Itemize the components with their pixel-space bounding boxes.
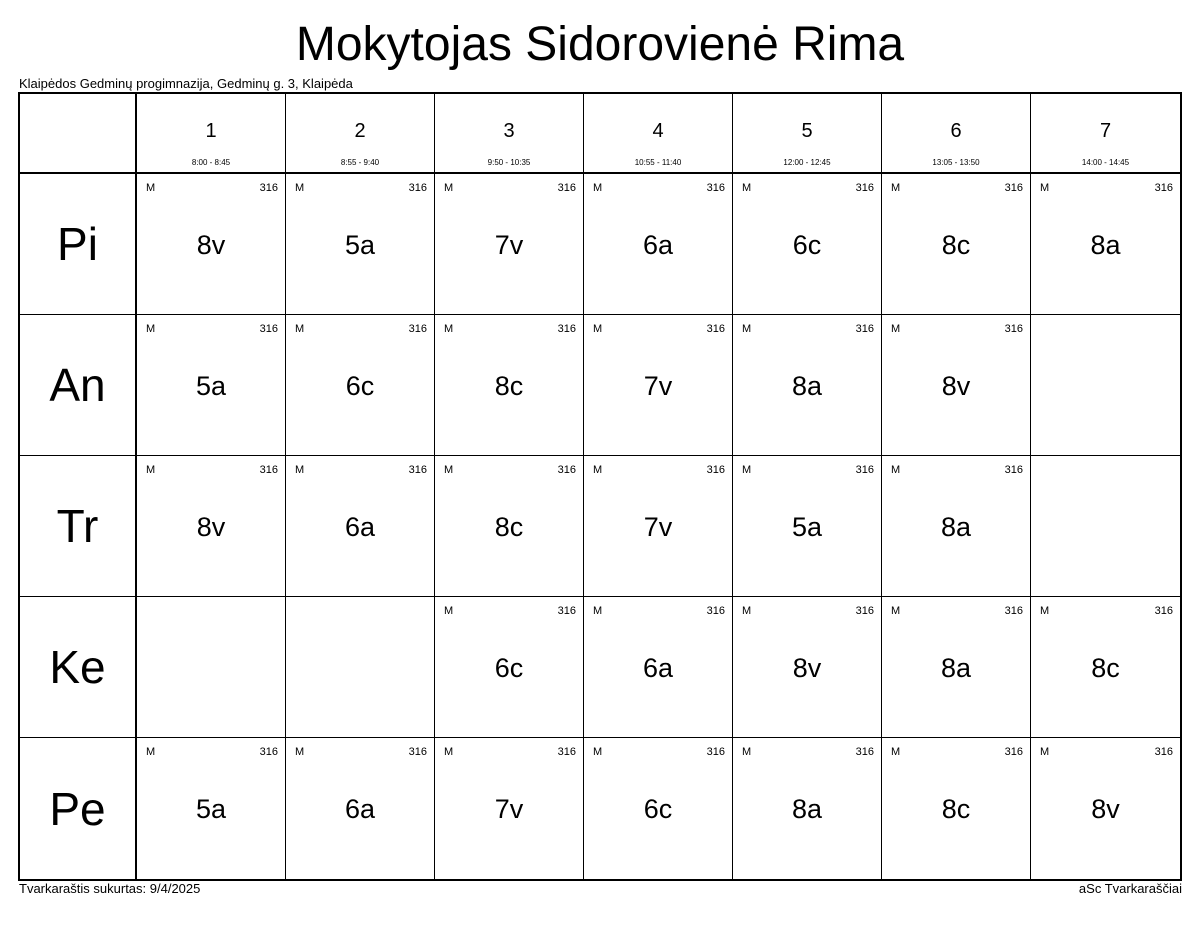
lesson-class: 6c xyxy=(792,230,822,260)
lesson-cell xyxy=(733,738,882,879)
lesson xyxy=(882,315,1030,455)
lesson xyxy=(882,174,1030,314)
lesson-class: 8a xyxy=(940,653,972,683)
lesson-class: 8c xyxy=(1091,653,1120,683)
lesson-class: 7v xyxy=(494,230,524,260)
period-header xyxy=(286,94,435,174)
lesson-cell xyxy=(286,174,435,315)
lesson-class: 6a xyxy=(344,512,376,542)
lesson-class: 8a xyxy=(791,794,823,824)
lesson-room: 316 xyxy=(408,182,427,194)
lesson-subject: M xyxy=(146,182,156,194)
day-label: An xyxy=(20,315,137,456)
lesson-cell xyxy=(882,456,1031,597)
lesson-cell xyxy=(137,315,286,456)
lesson-cell xyxy=(137,738,286,879)
lesson-class: 6c xyxy=(345,371,375,401)
lesson-room: 316 xyxy=(706,746,725,758)
period-time: 13:05 - 13:50 xyxy=(932,158,980,167)
lesson-cell xyxy=(882,174,1031,315)
period-number: 7 xyxy=(1099,120,1112,142)
period-number: 1 xyxy=(205,120,217,142)
lesson-cell xyxy=(1031,738,1180,879)
lesson-room: 316 xyxy=(557,464,576,476)
period-time: 9:50 - 10:35 xyxy=(487,158,531,167)
lesson-room: 316 xyxy=(259,746,278,758)
lesson-subject: M xyxy=(593,323,603,335)
lesson-subject: M xyxy=(146,746,156,758)
lesson-room: 316 xyxy=(557,605,576,617)
period-number: 5 xyxy=(801,120,813,142)
lesson-subject: M xyxy=(146,464,156,476)
lesson xyxy=(584,315,732,455)
lesson-subject: M xyxy=(444,182,454,194)
lesson-class: 6c xyxy=(494,653,524,683)
created-date: Tvarkaraštis sukurtas: 9/4/2025 xyxy=(19,881,201,896)
period-number: 3 xyxy=(503,120,515,142)
lesson-cell xyxy=(137,174,286,315)
lesson-subject: M xyxy=(1040,605,1050,617)
period-time: 8:00 - 8:45 xyxy=(191,158,231,167)
period-header xyxy=(584,94,733,174)
lesson-room: 316 xyxy=(408,323,427,335)
lesson-room: 316 xyxy=(1154,182,1173,194)
lesson-cell xyxy=(435,456,584,597)
lesson-subject: M xyxy=(295,746,305,758)
lesson-room: 316 xyxy=(557,182,576,194)
lesson-room: 316 xyxy=(855,464,874,476)
lesson-room: 316 xyxy=(408,464,427,476)
lesson-cell xyxy=(733,456,882,597)
lesson-cell xyxy=(286,738,435,879)
lesson xyxy=(435,174,583,314)
lesson-room: 316 xyxy=(855,746,874,758)
lesson-cell xyxy=(584,315,733,456)
lesson xyxy=(286,174,434,314)
lesson-room: 316 xyxy=(259,323,278,335)
lesson-room: 316 xyxy=(1004,605,1023,617)
day-label: Pi xyxy=(20,174,137,315)
lesson-room: 316 xyxy=(1004,323,1023,335)
lesson-subject: M xyxy=(295,464,305,476)
lesson-class: 8v xyxy=(196,512,226,542)
lesson-cell xyxy=(882,597,1031,738)
day-label: Ke xyxy=(20,597,137,738)
lesson-cell xyxy=(435,738,584,879)
lesson xyxy=(286,456,434,596)
lesson-cell xyxy=(882,738,1031,879)
lesson xyxy=(733,738,881,879)
lesson xyxy=(137,315,285,455)
empty-cell xyxy=(286,597,435,738)
lesson-class: 8v xyxy=(196,230,226,260)
lesson-class: 5a xyxy=(195,794,227,824)
lesson xyxy=(733,597,881,737)
lesson-class: 6c xyxy=(643,794,673,824)
lesson xyxy=(137,738,285,879)
lesson-subject: M xyxy=(742,464,752,476)
empty-cell xyxy=(137,597,286,738)
lesson-class: 8c xyxy=(941,230,971,260)
empty-cell xyxy=(1031,315,1180,456)
corner-cell xyxy=(20,94,137,174)
lesson xyxy=(584,597,732,737)
lesson-cell xyxy=(435,174,584,315)
period-number: 6 xyxy=(950,120,962,142)
lesson-subject: M xyxy=(444,605,454,617)
period-header xyxy=(733,94,882,174)
lesson-subject: M xyxy=(295,182,305,194)
lesson-class: 6a xyxy=(344,794,376,824)
lesson-room: 316 xyxy=(408,746,427,758)
lesson xyxy=(882,597,1030,737)
school-address: Klaipėdos Gedminų progimnazija, Gedminų g. 3, Klaipėda xyxy=(19,76,353,91)
period-header xyxy=(1031,94,1180,174)
lesson-subject: M xyxy=(593,746,603,758)
lesson-class: 8a xyxy=(940,512,972,542)
lesson-subject: M xyxy=(1040,746,1050,758)
lesson-room: 316 xyxy=(259,182,278,194)
lesson-cell xyxy=(435,597,584,738)
lesson-room: 316 xyxy=(706,464,725,476)
lesson-subject: M xyxy=(146,323,156,335)
lesson-subject: M xyxy=(891,464,901,476)
lesson-class: 5a xyxy=(344,230,376,260)
period-time: 12:00 - 12:45 xyxy=(783,158,831,167)
lesson xyxy=(584,174,732,314)
lesson xyxy=(435,456,583,596)
lesson-cell xyxy=(286,456,435,597)
lesson-room: 316 xyxy=(1004,182,1023,194)
lesson-cell xyxy=(584,174,733,315)
brand-label: aSc Tvarkaraščiai xyxy=(1078,881,1182,896)
period-time: 8:55 - 9:40 xyxy=(340,158,380,167)
lesson-class: 8c xyxy=(494,512,524,542)
lesson-subject: M xyxy=(891,182,901,194)
lesson-cell xyxy=(286,315,435,456)
lesson-cell xyxy=(1031,597,1180,738)
lesson xyxy=(882,738,1030,879)
lesson xyxy=(1031,738,1180,879)
lesson-subject: M xyxy=(742,182,752,194)
lesson-cell xyxy=(584,738,733,879)
lesson-class: 7v xyxy=(494,794,524,824)
lesson-room: 316 xyxy=(557,323,576,335)
lesson-class: 6a xyxy=(642,230,674,260)
lesson-subject: M xyxy=(742,746,752,758)
lesson-room: 316 xyxy=(1154,605,1173,617)
lesson-subject: M xyxy=(593,605,603,617)
lesson-subject: M xyxy=(742,605,752,617)
period-header xyxy=(882,94,1031,174)
lesson-class: 5a xyxy=(791,512,823,542)
lesson xyxy=(137,174,285,314)
lesson-class: 6a xyxy=(642,653,674,683)
lesson-class: 8c xyxy=(494,371,524,401)
lesson-room: 316 xyxy=(706,182,725,194)
period-number: 2 xyxy=(354,120,366,142)
lesson xyxy=(733,315,881,455)
lesson-cell xyxy=(584,456,733,597)
lesson-subject: M xyxy=(742,323,752,335)
lesson xyxy=(733,174,881,314)
lesson-cell xyxy=(137,456,286,597)
lesson-subject: M xyxy=(295,323,305,335)
lesson-class: 8a xyxy=(1090,230,1121,260)
lesson xyxy=(435,597,583,737)
lesson-subject: M xyxy=(444,323,454,335)
lesson-class: 8v xyxy=(1091,794,1120,824)
lesson-room: 316 xyxy=(855,605,874,617)
lesson-subject: M xyxy=(1040,182,1050,194)
timetable-grid xyxy=(18,92,1182,881)
period-number: 4 xyxy=(652,120,664,142)
lesson-cell xyxy=(1031,174,1180,315)
lesson xyxy=(286,738,434,879)
lesson-class: 5a xyxy=(195,371,227,401)
page-title: Mokytojas Sidorovienė Rima xyxy=(295,18,905,71)
lesson xyxy=(137,456,285,596)
period-header xyxy=(435,94,584,174)
lesson-cell xyxy=(733,174,882,315)
period-time: 10:55 - 11:40 xyxy=(634,158,682,167)
period-time: 14:00 - 14:45 xyxy=(1081,158,1130,167)
lesson xyxy=(584,456,732,596)
lesson-room: 316 xyxy=(706,323,725,335)
lesson-subject: M xyxy=(444,464,454,476)
lesson xyxy=(1031,174,1180,314)
lesson xyxy=(435,315,583,455)
lesson-room: 316 xyxy=(855,182,874,194)
lesson-class: 7v xyxy=(643,371,673,401)
lesson-class: 8c xyxy=(941,794,971,824)
lesson-class: 8a xyxy=(791,371,823,401)
lesson-room: 316 xyxy=(1004,746,1023,758)
lesson-subject: M xyxy=(593,464,603,476)
period-header xyxy=(137,94,286,174)
lesson-room: 316 xyxy=(855,323,874,335)
lesson-subject: M xyxy=(593,182,603,194)
lesson-room: 316 xyxy=(1004,464,1023,476)
empty-cell xyxy=(1031,456,1180,597)
lesson xyxy=(286,315,434,455)
lesson-cell xyxy=(733,597,882,738)
lesson-room: 316 xyxy=(557,746,576,758)
lesson-subject: M xyxy=(891,323,901,335)
lesson xyxy=(435,738,583,879)
lesson xyxy=(584,738,732,879)
lesson-room: 316 xyxy=(259,464,278,476)
lesson-cell xyxy=(733,315,882,456)
lesson xyxy=(1031,597,1180,737)
lesson-cell xyxy=(435,315,584,456)
lesson-room: 316 xyxy=(706,605,725,617)
day-label: Pe xyxy=(20,738,137,879)
lesson-subject: M xyxy=(444,746,454,758)
lesson-cell xyxy=(584,597,733,738)
lesson-subject: M xyxy=(891,605,901,617)
lesson-subject: M xyxy=(891,746,901,758)
lesson-class: 8v xyxy=(941,371,971,401)
lesson-class: 7v xyxy=(643,512,673,542)
lesson-cell xyxy=(882,315,1031,456)
lesson xyxy=(733,456,881,596)
lesson-class: 8v xyxy=(792,653,822,683)
day-label: Tr xyxy=(20,456,137,597)
lesson xyxy=(882,456,1030,596)
lesson-room: 316 xyxy=(1154,746,1173,758)
